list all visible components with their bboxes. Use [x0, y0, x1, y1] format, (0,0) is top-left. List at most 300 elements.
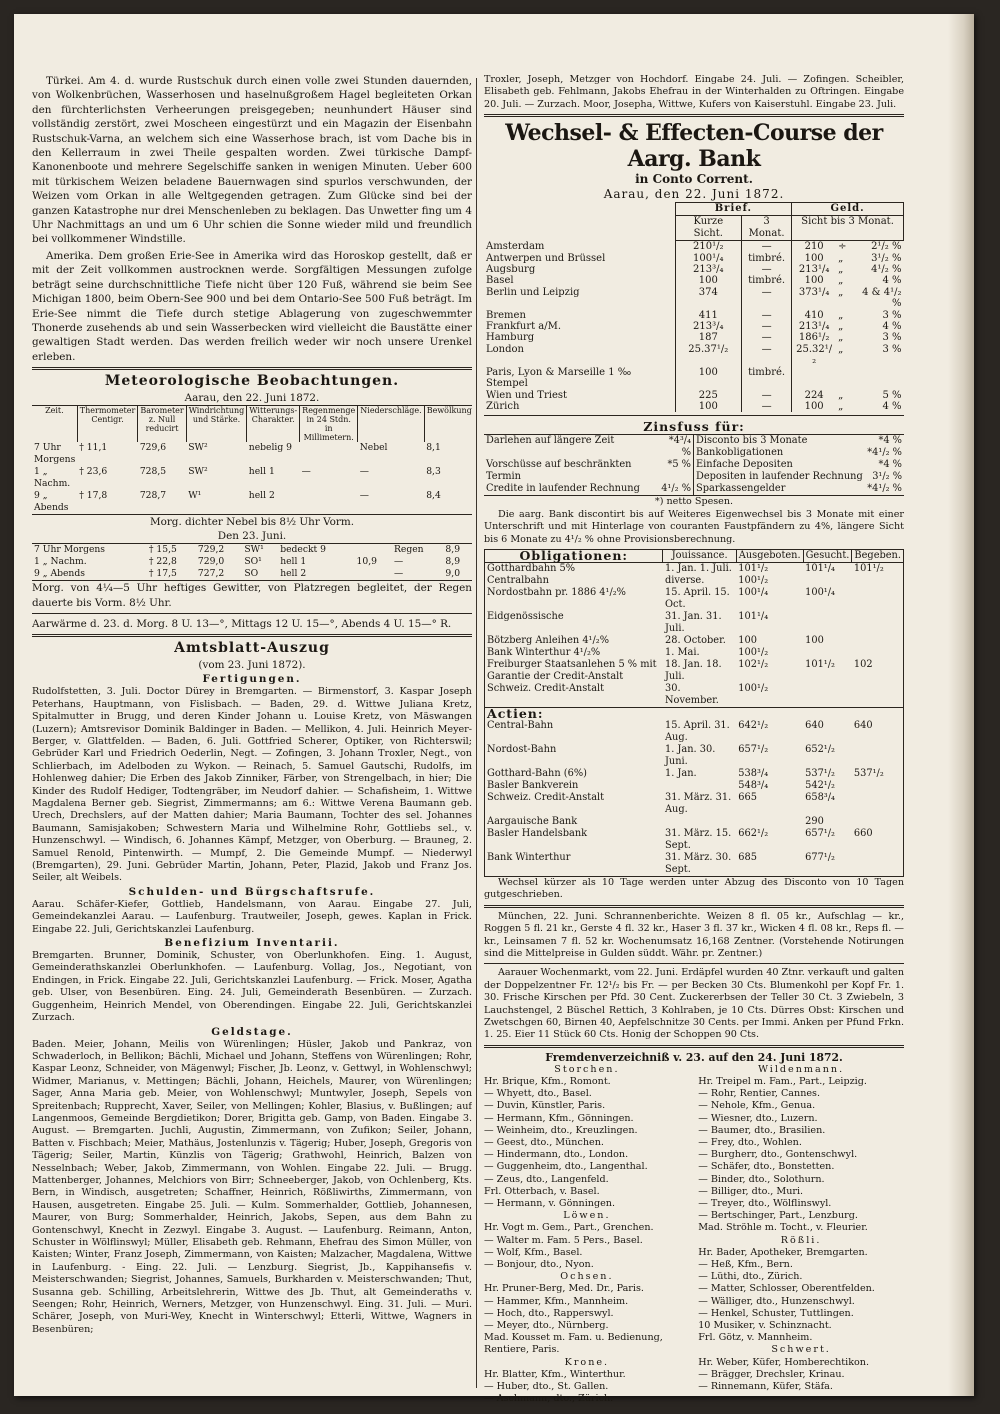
rule — [32, 634, 472, 637]
obligation-row-cell — [852, 587, 904, 611]
weather-row — [32, 544, 472, 557]
obligation-row-cell — [852, 683, 904, 708]
benefizium-heading: Benefizium Inventarii. — [164, 937, 340, 950]
newspaper-page — [14, 14, 974, 1405]
exchange-cell: London — [486, 343, 524, 355]
actien-row-cell — [736, 816, 803, 828]
weather-header-cell: Bewölkung — [424, 406, 472, 443]
actien-row-cell: 31. März. 30. Sept. — [664, 851, 732, 875]
exchange-cell: — — [742, 344, 792, 367]
exchange-cell: 373¹/₄ — [792, 287, 836, 310]
continuation-text: Troxler, Joseph, Metzger von Hochdorf. Eingabe 24. Juli. — Zofingen. Scheibler, Elisabeth geb. Fehlmann, Jakobs Ehefrau in der Winterhalden zu Oftringen. Eingabe 20. Juli. — Zurzach. Moor, Josepha, Wittwe, Kufers von Kaiserstuhl. Eingabe 23. Juli. — [484, 74, 904, 110]
obligationen-header-cell: Obligationen: — [485, 549, 663, 562]
exchange-cell: 187 — [675, 332, 741, 343]
rule — [484, 963, 904, 964]
exchange-cell: 213¹/₄ — [792, 321, 836, 332]
weather-row-cell: SW² — [188, 442, 208, 454]
exchange-cell: — — [742, 310, 792, 321]
exchange-cell: 100 — [792, 401, 836, 412]
exchange-cell: 4 % — [882, 400, 902, 412]
guest-entry: — Brägger, Drechsler, Krinau. — [698, 1368, 845, 1380]
actien-row-cell: 640 — [853, 719, 873, 731]
exchange-row — [484, 332, 904, 343]
weather-row-cell: Nebel — [359, 442, 388, 454]
obligationen-header-cell: Ausgeboten. — [736, 549, 803, 562]
hotel-heading: Rößli. — [780, 1234, 822, 1246]
obligationen-header-cell: Jouissance. — [663, 549, 736, 562]
weather-row-cell: — — [301, 466, 311, 478]
guest-entry: Frl. Otterbach, v. Basel. — [484, 1185, 600, 1197]
hotel-heading: Ochsen. — [560, 1271, 614, 1283]
weather-rows-day2 — [32, 544, 472, 581]
amtsblatt-title: Amtsblatt-Auszug — [174, 640, 330, 657]
interest-row-cell: Vorschüsse auf beschränkten Termin — [486, 459, 632, 483]
exchange-cell: 100 — [675, 367, 741, 390]
weather-row — [32, 568, 472, 581]
actien-row-cell — [663, 780, 736, 792]
weather-row-cell: 729,0 — [197, 556, 225, 568]
exchange-cell — [836, 367, 848, 390]
interest-row — [694, 459, 904, 471]
actien-row-cell: Central-Bahn — [487, 719, 554, 731]
obligation-row-cell: 28. October. — [664, 634, 726, 646]
weather-row-cell: — — [393, 556, 404, 568]
guest-entry: — Billiger, dto., Muri. — [698, 1185, 804, 1197]
exchange-cell: Berlin und Leipzig — [486, 286, 580, 298]
hotel-heading: Löwen. — [563, 1210, 611, 1222]
exchange-cell: Basel — [486, 275, 514, 287]
exchange-cell: 186¹/₂ — [792, 332, 836, 343]
guest-entry: — Geest, dto., München. — [484, 1137, 604, 1149]
actien-row-cell: 1. Jan. 30. Juni. — [664, 743, 716, 767]
exchange-cell: 410 — [792, 310, 836, 321]
exchange-cell: Bremen — [486, 309, 526, 321]
guest-entry: — Whyett, dto., Basel. — [484, 1088, 592, 1100]
obligation-row-cell: Bötzberg Anleihen 4¹/₂% — [487, 634, 610, 646]
guest-entry: — Hermann, Kfm., Gönningen. — [484, 1112, 634, 1124]
weather-row-cell: 8,9 — [445, 556, 461, 568]
geld-header: Geld. — [792, 203, 904, 216]
obligationen-header-cell: Begeben. — [852, 549, 904, 562]
exchange-cell: 2¹/₂ % — [871, 241, 902, 253]
obligation-row — [485, 683, 904, 708]
exchange-rows — [484, 241, 904, 413]
interest-row-cell: Disconto bis 3 Monate — [696, 435, 808, 447]
weather-row-cell: Regen — [393, 544, 424, 556]
weather-header-cell: Niederschläge. — [358, 406, 424, 443]
exchange-cell: 210 — [792, 241, 836, 253]
guest-entry: — Hoch, dto., Rapperswyl. — [484, 1307, 614, 1319]
wechsel-note: Wechsel kürzer als 10 Tage werden unter Abzug des Disconto von 10 Tagen gutgeschrieben. — [484, 876, 904, 901]
obligation-row-cell — [852, 647, 904, 659]
actien-row-cell: 537¹/₂ — [853, 767, 884, 779]
exchange-cell: 213³/₄ — [675, 321, 741, 332]
exchange-cell: 213³/₄ — [675, 264, 741, 275]
interest-row-cell: 3¹/₂ % — [872, 471, 902, 483]
geldstage-heading: Geldstage. — [211, 1025, 293, 1038]
weather-place-date: Aarau, den 22. Juni 1872. — [184, 392, 320, 405]
actien-row-cell: 652¹/₂ — [805, 743, 835, 755]
hotel-heading: Schwert. — [771, 1344, 831, 1356]
exchange-cell: „ — [838, 252, 844, 264]
weather-row-cell: † 17,8 — [79, 490, 108, 502]
weather-row-cell: † 15,5 — [148, 544, 177, 556]
exchange-cell — [848, 367, 903, 390]
obligation-row-cell: Nordostbahn pr. 1886 4¹/₂% — [487, 586, 626, 598]
actien-row — [485, 816, 904, 828]
guest-entry: — Rinnemann, Küfer, Stäfa. — [698, 1381, 833, 1393]
right-column — [484, 74, 904, 1406]
aarwaerme: Aarwärme d. 23. d. Morg. 8 U. 13—°, Mittags 12 U. 15—°, Abends 4 U. 15—° R. — [32, 617, 452, 630]
exchange-cell: 4 & 4¹/₂ % — [862, 286, 902, 310]
fremden-col-1 — [484, 1064, 690, 1406]
weather-row-cell: hell 1 — [280, 556, 307, 568]
actien-row — [485, 828, 904, 852]
actien-row-cell: 548³/₄ — [738, 779, 769, 791]
fremden-list — [484, 1064, 904, 1406]
guest-entry: — Huber, dto., St. Gallen. — [484, 1381, 609, 1393]
bank-title: Wechsel- & Effecten-Course der Aarg. Bank — [505, 120, 883, 173]
weather-row-cell: 728,5 — [139, 466, 167, 478]
actien-row-cell — [852, 792, 904, 816]
weather-row-cell: 7 Uhr Morgens — [34, 442, 76, 466]
weather-row-cell: 8,4 — [426, 490, 441, 502]
interest-row-cell: Bankobligationen — [696, 447, 784, 459]
obligation-row-cell: 102¹/₂ — [738, 658, 769, 670]
actien-row-cell: Basler Handelsbank — [487, 827, 588, 839]
interest-right — [694, 435, 904, 495]
guest-entry: — Heß, Kfm., Bern. — [698, 1259, 793, 1271]
zinsfuss-heading: Zinsfuss für: — [643, 419, 745, 435]
exchange-cell: „ — [838, 321, 844, 333]
actien-row — [485, 852, 904, 877]
guest-entry: — Burgherr, dto., Gontenschwyl. — [698, 1149, 858, 1161]
interest-row — [694, 471, 904, 483]
obligation-row-cell: 101¹/₄ — [738, 610, 769, 622]
interest-row — [694, 483, 904, 495]
actien-row-cell: 665 — [738, 791, 757, 803]
weather-row-cell: bedeckt 9 — [280, 544, 327, 556]
guest-entry: — Matter, Schlosser, Oberentfelden. — [698, 1283, 875, 1295]
left-column — [32, 74, 472, 1336]
exchange-cell: Antwerpen und Brüssel — [486, 252, 606, 264]
weather-header-cell: Zeit. — [32, 406, 77, 443]
exchange-cell: 210¹/₂ — [675, 241, 741, 253]
exchange-row — [484, 401, 904, 412]
obligation-row-cell: 101¹/₂ — [805, 658, 835, 670]
obligation-row-cell: 1. Mai. — [664, 646, 700, 658]
actien-row-cell: 662¹/₂ — [738, 827, 769, 839]
obligation-row-cell: 101¹/₂ — [738, 562, 769, 574]
sicht-header: Sicht bis 3 Monat. — [792, 216, 904, 241]
actien-row-cell — [663, 816, 736, 828]
weather-row-cell: 7 Uhr Morgens — [34, 544, 106, 556]
weather-header-cell: Barometer z. Null reducirt — [138, 406, 186, 443]
exchange-row — [484, 390, 904, 401]
exchange-cell: — — [742, 264, 792, 275]
weather-note2: Morg. von 4¼—5 Uhr heftiges Gewitter, von Platzregen begleitet, der Regen dauerte bis Vorm. 8½ Uhr. — [32, 582, 472, 609]
exchange-cell: 100¹/₄ — [675, 253, 741, 264]
actien-row-cell: 657¹/₂ — [805, 827, 835, 839]
obligation-row-cell: 30. November. — [664, 682, 719, 706]
exchange-cell: 5 % — [882, 389, 902, 401]
interest-row-cell: *4 % — [878, 435, 902, 447]
obligation-row-cell: 100¹/₄ — [805, 586, 835, 598]
interest-row — [694, 435, 904, 447]
exchange-cell: — — [742, 241, 792, 253]
obligation-row — [485, 611, 904, 635]
interest-row-cell: *4³/₄ % — [668, 435, 691, 459]
weather-row-cell: † 17,5 — [148, 568, 177, 580]
exchange-row — [484, 310, 904, 321]
obligation-row — [485, 562, 904, 575]
weather-header-cell: Thermometer Centigr. — [77, 406, 138, 443]
actien-row-cell: 640 — [805, 719, 824, 731]
actien-row-cell: 15. April. 31. Aug. — [664, 719, 730, 743]
actien-row — [485, 780, 904, 792]
weather-row-cell: 1 „ Nachm. — [34, 466, 71, 490]
exchange-cell: 225 — [675, 390, 741, 401]
exchange-cell: 25.32¹/₂ — [792, 344, 836, 367]
netto-note: *) netto Spesen. — [654, 496, 734, 508]
actien-row-cell — [852, 852, 904, 877]
actien-row — [485, 768, 904, 780]
exchange-cell: Augsburg — [486, 264, 536, 276]
exchange-cell: — — [742, 332, 792, 343]
interest-row-cell: Sparkassengelder — [696, 483, 786, 495]
weather-row-cell: † 11,1 — [79, 442, 108, 454]
guest-entry: — Aschmann, dto., Zürich. — [484, 1393, 614, 1405]
obligation-row-cell: 100¹/₄ — [738, 586, 769, 598]
bank-date: Aarau, den 22. Juni 1872. — [603, 187, 785, 202]
exchange-cell: — — [742, 287, 792, 310]
rule — [484, 905, 904, 908]
weather-row-cell: 729,6 — [139, 442, 167, 454]
weather-header-cell: Witterungs-Charakter. — [247, 406, 300, 443]
guest-entry: — Henkel, Schuster, Tuttlingen. — [698, 1307, 854, 1319]
weather-row — [32, 442, 472, 466]
brief-header: Brief. — [675, 203, 792, 216]
weather-row-cell: — — [393, 568, 404, 580]
obligation-row-cell: Freiburger Staatsanlehen 5 % mit Garantie der Credit-Anstalt — [487, 658, 657, 682]
guest-entry: Mad. Ströhle m. Tocht., v. Fleurier. — [698, 1222, 868, 1234]
exchange-cell: timbré. — [742, 367, 792, 390]
actien-row-cell: 31. März. 31. Aug. — [664, 791, 732, 815]
obligationen-header — [485, 549, 904, 562]
guest-entry: — Zeus, dto., Langenfeld. — [484, 1173, 609, 1185]
guest-entry: — Walter m. Fam. 5 Pers., Basel. — [484, 1234, 643, 1246]
interest-box — [484, 434, 904, 496]
exchange-cell: ÷ — [838, 241, 847, 253]
weather-row-cell: 729,2 — [197, 544, 225, 556]
guest-entry: — Weinheim, dto., Kreuzlingen. — [484, 1124, 638, 1136]
exchange-cell: 100 — [792, 275, 836, 286]
actien-row-cell: 31. März. 15. Sept. — [664, 827, 732, 851]
interest-row-cell: Depositen in laufender Rechnung — [696, 471, 863, 483]
weather-row-cell — [300, 490, 358, 515]
weather-row-cell: W¹ — [188, 490, 202, 502]
exchange-cell: 3 % — [882, 332, 902, 344]
actien-row — [485, 744, 904, 768]
exchange-cell: 100 — [792, 253, 836, 264]
actien-row-cell — [852, 780, 904, 792]
interest-row-cell: *4¹/₂ % — [867, 447, 902, 459]
geldstage-text: Baden. Meier, Johann, Meilis von Würenlingen; Hüsler, Jakob und Pankraz, von Schwaderloch, in Bellikon; Bächli, Michael und Johann, Steffens von Würenlingen; Rohr, Kaspar Leonz, Schneider, von Mägenwyl; Fischer, Jb. Leonz, v. Gettwyl, in Wohlenschwyl; Widmer, Marianus, v. Mettingen; Bächli, Johann, Heichels, Maurer, von Würenlingen; Sager, Anna Maria geb. Meier, von Wohlenschwyl; Muntwyler, Joseph, Sepels von Spreitenbach; Rupprecht, Xaver, Seiler, von Mellingen; Kohler, Blasius, v. Bußlingen; auf Langenmoos, Gemeinde Bergdietikon; Dorer, Brigitta geb. Gamp, von Baden. Eingabe 3. August. — Bremgarten. Juchli, Augustin, Zimmermann, von Zufikon; Seiler, Johann, Batten v. Fischbach; Meier, Mathäus, Jostenlunzis v. Tägerig; Huber, Joseph, Gregoris von Tägerig; Seiler, Martin, Künzlis von Tägerig; Grathwohl, Heinrich, Balzen von Nesselnbach; Weber, Jakob, Zimmermann, von Wohlen. Eingabe 22. Juli. — Brugg. Mattenberger, Johannes, Melchiors von Birr; Schneeberger, Jakob, von Ochlenberg, Kts. Bern, in Windisch, ausgetreten; Schaffner, Heinrich, Rößliwirths, Zimmermann, von Hausen, ausgetreten. Eingabe 25. Juli. — Kulm. Sommerhalder, Gottlieb, Johannesen, Maurer, von Burg; Sommerhalder, Heinrich, Jakobs, Sepen, aus dem Bahn zu Gontenschwyl, Knecht in Zezwyl. Eingabe 3. August. — Laufenburg. Reimann, Anton, Schuster in Wölflinswyl; Müller, Elisabeth geb. Rehmann, Ehefrau des Simon Müller, von Kaisten; Winter, Franz Joseph, Zimmermann, von Kaisten; Malzacher, Magdalena, Wittwe in Laufenburg. - Eing. 22. Juli. — Lenzburg. Siegrist, Jb., Kappihansefis v. Meisterschwanden; Siegrist, Johannes, Samuels, Burkharden v. Meisterschwanden; Thut, Susanna geb. Schilling, Arbeitslehrerin, Wittwe des Jb. Thut, alt Gemeinderaths v. Seengen; Rohr, Heinrich, Werners, Metzger, von Hunzenschwyl. Eing. 31. Juli. — Muri. Schärer, Joseph, von Muri-Wey, Knecht in Winterschwyl; Etterli, Wittwe, Wagners in Besenbüren; — [32, 1038, 472, 1335]
actien-heading: Actien: — [487, 705, 544, 721]
fertigungen-heading: Fertigungen. — [202, 673, 302, 686]
weather-row-cell: 8,3 — [426, 466, 441, 478]
weather-row-cell: 727,2 — [197, 568, 225, 580]
actien-row-cell: 538³/₄ — [738, 767, 769, 779]
obligation-row-cell: Schweiz. Credit-Anstalt — [487, 682, 605, 694]
obligation-row-cell: 101¹/₄ — [805, 562, 835, 574]
guest-entry: — Wälliger, dto., Hunzenschwyl. — [698, 1295, 855, 1307]
weather-row — [32, 490, 472, 515]
bank-subtitle: in Conto Corrent. — [635, 172, 753, 187]
article-tuerkei: Türkei. Am 4. d. wurde Rustschuk durch einen volle zwei Stunden dauernden, von Wolkenbrüchen, Wasserhosen und haselnußgroßem Hagel begleiteten Orkan den fürchterlichsten Verheerungen preisgegeben; neunhundert Häuser sind vollständig zerstört, zwei Moscheen eingestürzt und ein Magazin der Eisenbahn Rustschuk-Varna, an welchem sich eine Wasserhose brach, ist vom Dache bis in den Kellerraum in zwei Theile gespalten worden. Zwei türkische Dampf-Kanonenboote und mehrere Segelschiffe sanken in wenigen Minuten. Ueber 600 mit türkischem Weizen beladene Bauernwagen sind spurlos verschwunden, der Weizen vom Orkan in alle Weltgegenden getragen. Zum Glücke sind bei der ganzen Katastrophe nur drei Menschenleben zu beklagen. Das Unwetter fing um 4 Uhr Nachmittags an und um 6 Uhr schien die Sonne wieder mild und freundlich bei vollkommener Windstille. — [32, 75, 472, 246]
obligation-row-cell: 18. Jan. 18. Juli. — [664, 658, 722, 682]
exchange-cell: 3 % — [882, 309, 902, 321]
exchange-cell: „ — [838, 309, 844, 321]
interest-row-cell: *5 % — [667, 459, 691, 471]
weather-row-cell: 8,9 — [445, 544, 461, 556]
rule — [484, 1045, 904, 1048]
exchange-cell: 4¹/₂ % — [871, 264, 902, 276]
actien-row-cell: 642¹/₂ — [738, 719, 769, 731]
obligation-row — [485, 647, 904, 659]
exchange-cell: Hamburg — [486, 332, 535, 344]
exchange-cell: — — [742, 401, 792, 412]
guest-entry: — Meyer, dto., Nürnberg. — [484, 1320, 609, 1332]
weather-row-cell — [300, 442, 358, 466]
schulden-text: Aarau. Schäfer-Kiefer, Gottlieb, Handelsmann, von Aarau. Eingabe 27. Juli, Gemeindekanzlei Aarau. — Laufenburg. Trautweiler, Joseph, gewes. Kaplan in Frick. Eingabe 22. Juli, Gerichtskanzlei Laufenburg. — [32, 898, 472, 935]
guest-entry: — Binder, dto., Solothurn. — [698, 1173, 825, 1185]
exchange-cell: Paris, Lyon & Marseille 1 ‰ Stempel — [486, 366, 632, 390]
weather-row-cell: hell 2 — [280, 568, 307, 580]
obligation-row-cell: 100 — [805, 634, 824, 646]
exchange-cell: 374 — [675, 287, 741, 310]
actien-row-cell: Aargauische Bank — [487, 815, 578, 827]
interest-row-cell: Darlehen auf längere Zeit — [486, 435, 615, 447]
fremden-col-2 — [698, 1064, 904, 1406]
weather-row-cell — [355, 544, 392, 557]
actien-row — [485, 792, 904, 816]
weather-row-cell: SO — [244, 568, 259, 580]
amtsblatt-section — [32, 640, 472, 1336]
fremden-title: Fremdenverzeichniß v. 23. auf den 24. Juni 1872. — [545, 1050, 843, 1064]
obligation-row — [485, 575, 904, 587]
exchange-cell: „ — [838, 286, 844, 298]
interest-row-cell: Einfache Depositen — [696, 459, 793, 471]
weather-row-cell: † 22,8 — [148, 556, 177, 568]
guest-entry: Mad. Kousset m. Fam. u. Bedienung, Rentiere, Paris. — [484, 1332, 663, 1356]
guest-entry: — Bonjour, dto., Nyon. — [484, 1259, 594, 1271]
rule — [484, 415, 904, 416]
guest-entry: — Guggenheim, dto., Langenthal. — [484, 1161, 648, 1173]
exchange-cell: „ — [838, 400, 844, 412]
guest-entry: — Schäfer, dto., Bonstetten. — [698, 1161, 835, 1173]
guest-entry: 10 Musiker, v. Schinznacht. — [698, 1320, 832, 1332]
weather-row-cell: SO¹ — [244, 556, 262, 568]
weather-header-row — [32, 406, 472, 443]
exchange-cell: 3 % — [882, 343, 902, 355]
guest-entry: — Hammer, Kfm., Mannheim. — [484, 1295, 629, 1307]
weather-section — [32, 373, 472, 637]
interest-row-cell: *4¹/₂ % — [867, 483, 902, 495]
actien-row-cell: 542¹/₂ — [805, 779, 835, 791]
actien-row-cell: 290 — [805, 815, 824, 827]
obligationen-header-cell: Gesucht. — [803, 549, 852, 562]
exchange-cell — [792, 367, 836, 390]
exchange-row — [484, 241, 904, 253]
obligation-row-cell: 15. April. 15. Oct. — [664, 586, 730, 610]
actien-row-cell: 657¹/₂ — [738, 743, 769, 755]
weather-row-cell: nebelig 9 — [248, 442, 292, 454]
exchange-cell: „ — [838, 389, 844, 401]
obligation-row — [485, 587, 904, 611]
rule — [484, 114, 904, 117]
weather-row-cell: 1 „ Nachm. — [34, 556, 87, 568]
weather-row-cell: † 23,6 — [79, 466, 108, 478]
actien-row-cell: 685 — [738, 851, 757, 863]
guest-entry: — Bertschinger, Part., Lenzburg. — [698, 1210, 858, 1222]
guest-entry: Hr. Bader, Apotheker, Bremgarten. — [698, 1246, 868, 1258]
obligation-row-cell: 100 — [738, 634, 757, 646]
obligation-row-cell — [803, 575, 852, 587]
weather-title: Meteorologische Beobachtungen. — [104, 373, 400, 390]
weather-row-cell — [355, 568, 392, 581]
actien-row-cell: Bank Winterthur — [487, 851, 571, 863]
exchange-table — [484, 202, 904, 412]
guest-entry: — Duvin, Künstler, Paris. — [484, 1100, 606, 1112]
exchange-cell: 100 — [675, 401, 741, 412]
exchange-cell: „ — [838, 275, 844, 287]
interest-row-cell: 4¹/₂ % — [661, 483, 691, 495]
obligation-row-cell: 31. Jan. 31. Juli. — [664, 610, 722, 634]
obligation-row-cell — [803, 683, 852, 708]
exchange-cell: 25.37¹/₂ — [675, 344, 741, 367]
obligation-row-cell — [852, 575, 904, 587]
obligation-row-cell: Bank Winterthur 4¹/₂% — [487, 646, 601, 658]
weather-row-cell: hell 1 — [248, 466, 275, 478]
weather-row-cell: 8,1 — [426, 442, 441, 454]
actien-row-cell — [852, 816, 904, 828]
guest-entry: — Baumer, dto., Brasilien. — [698, 1124, 826, 1136]
fertigungen-text: Rudolfstetten, 3. Juli. Doctor Dürey in Bremgarten. — Birmenstorf, 3. Kaspar Joseph Peterhans, Hauptmann, von Fislisbach. — Baden, 29. d. Wittwe Juliana Kretz, Spitalmutter in Brugg, und deren Kinder Johann u. Louise Kretz, von Mäswangen (Luzern); Amtsrevisor Dominik Baldinger in Baden. — Mellikon, 4. Juli. Heinrich Meyer-Berger, v. Glattfelden. — Baden, 6. Juli. Gottfried Scherer, Optiker, von Richterswil; Gebrüder Karl und Friedrich Oederlin, Negt. — Zofingen, 3. Johann Troxler, Negt., von Schlierbach, im Adelboden zu Wykon. — Reinach, 5. Samuel Gautschi, Rudolfs, im Hohlenweg dahier; Die Erben des Jakob Zinniker, Färber, von Strengelbach, in hier; Die Kinder des Rudolf Hediger, Todtengräber, im Neudorf dahier. — Schafisheim, 1. Wittwe Magdalena Berner geb. Siegrist, Zimmermanns; am 6.: Wittwe Verena Baumann geb. Urech, Drechslers, auf der Matten dahier; Maria Baumann, Tochter des sel. Johannes Baumann, Samisjakoben; Schwestern Maria und Wilhelmine Rohr, Gottliebs sel., v. Hunzenschwyl. — Windisch, 6. Johannes Kämpf, Metzger, von Oberburg. — Brauneg, 2. Samuel Renold, Pintenwirth. — Mumpf, 2. Die Gemeinde Mumpf. — Niederwyl (Bremgarten), 29. Juni. Gebrüder Martin, Johann, Peter, Plazid, Jakob und Franz Jos. Seiler, alt Weibels. — [32, 686, 472, 884]
kurz-header: Kurze Sicht. — [675, 216, 741, 241]
actien-row-cell: Nordost-Bahn — [487, 743, 557, 755]
guest-entry: Hr. Treipel m. Fam., Part., Leipzig. — [698, 1076, 867, 1088]
rule — [32, 613, 472, 614]
page-edge — [948, 14, 974, 1396]
actien-row-cell: 660 — [853, 827, 873, 839]
actien-row-cell: 1. Jan. — [664, 767, 697, 779]
weather-row-cell: — — [359, 490, 369, 502]
hotel-heading: Krone. — [564, 1356, 610, 1368]
actien-rows — [485, 720, 904, 877]
weather-row-cell: 9 „ Abends — [34, 490, 69, 514]
weather-row — [32, 466, 472, 490]
weather-header-cell: Windrichtung und Stärke. — [186, 406, 247, 443]
obligation-row-cell: diverse. — [664, 574, 705, 586]
exchange-row — [484, 344, 904, 367]
exchange-row — [484, 253, 904, 264]
column-divider — [476, 78, 477, 1388]
weather-row-cell: 9 „ Abends — [34, 568, 85, 580]
obligation-row-cell: 102 — [853, 658, 873, 670]
disconto-note: Die aarg. Bank discontirt bis auf Weiteres Eigenwechsel bis 3 Monate mit einer Unterschrift und mit Hinterlage von couranten Faustpfändern zu 4%, längere Sicht bis 6 Monate zu 4¹/₂ % ohne Provisionsberechnung. — [484, 508, 904, 545]
guest-entry: Hr. Brique, Kfm., Romont. — [484, 1076, 611, 1088]
